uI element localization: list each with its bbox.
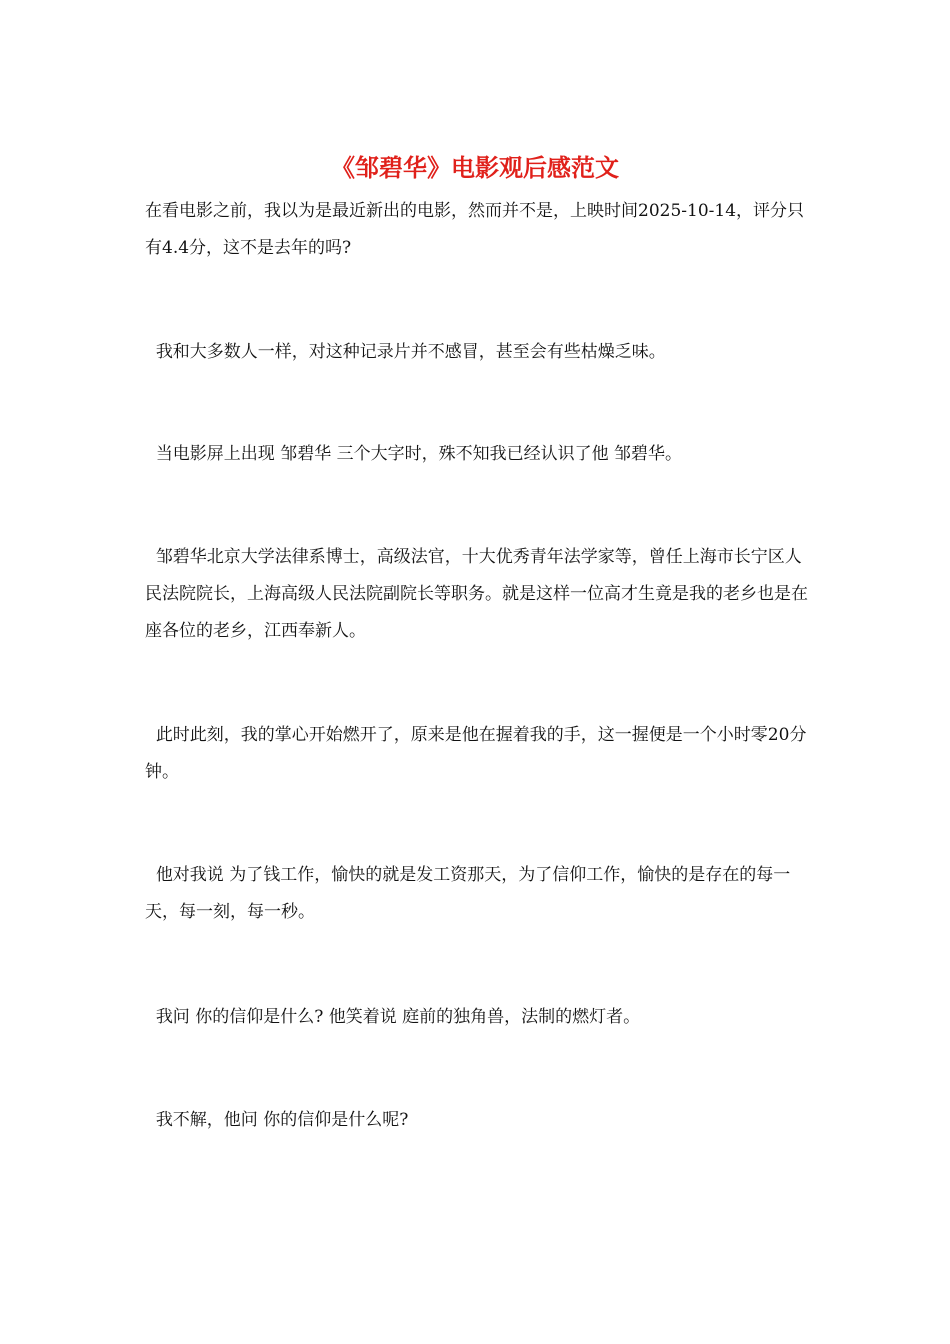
paragraph-5: 此时此刻，我的掌心开始燃开了，原来是他在握着我的手，这一握便是一个小时零20分钟。 (145, 725, 807, 782)
paragraph-6: 他对我说 为了钱工作，愉快的就是发工资那天，为了信仰工作，愉快的是存在的每一天，每一刻，每一秒。 (145, 865, 791, 922)
paragraph-1: 在看电影之前，我以为是最近新出的电影，然而并不是，上映时间2025-10-14，评分只有4.4分，这不是去年的吗? (145, 201, 805, 258)
paragraph-8: 我不解，他问 你的信仰是什么呢? (145, 1110, 409, 1130)
document-title: 《邹碧华》电影观后感范文 (331, 153, 619, 182)
paragraph-4: 邹碧华北京大学法律系博士，高级法官，十大优秀青年法学家等，曾任上海市长宁区人民法院院长，上海高级人民法院副院长等职务。就是这样一位高才生竟是我的老乡也是在座各位的老乡，江西奉新人。 (145, 547, 808, 641)
paragraph-2: 我和大多数人一样，对这种记录片并不感冒，甚至会有些枯燥乏味。 (145, 342, 666, 362)
paragraph-3: 当电影屏上出现 邹碧华 三个大字时，殊不知我已经认识了他 邹碧华。 (145, 444, 683, 464)
paragraph-7: 我问 你的信仰是什么? 他笑着说 庭前的独角兽，法制的燃灯者。 (145, 1007, 641, 1027)
